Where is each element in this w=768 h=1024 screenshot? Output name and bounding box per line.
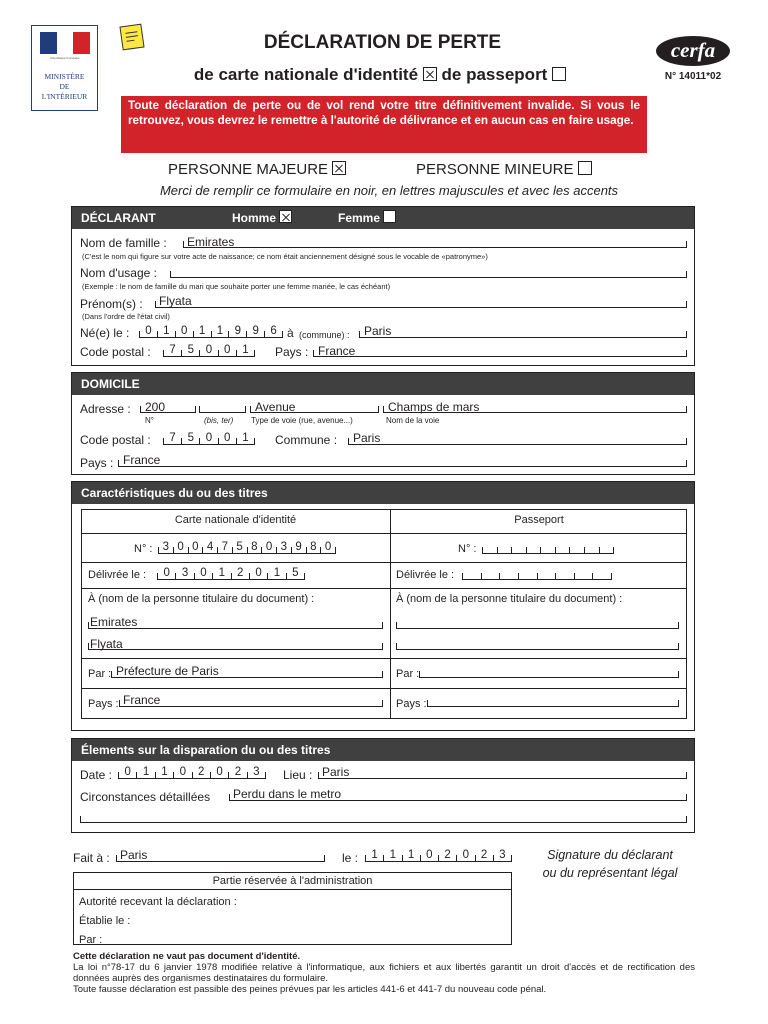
circ-label: Circonstances détaillées: [80, 790, 211, 804]
pays-field[interactable]: [313, 344, 687, 357]
cni-date-field[interactable]: 0 3 0 1 2 0 1 5: [157, 567, 305, 580]
cni-checkbox[interactable]: [423, 67, 437, 81]
hint-type: Type de voie (rue, avenue...): [251, 416, 353, 425]
majeure-checkbox[interactable]: [332, 161, 346, 175]
sig-line2: ou du représentant légal: [542, 866, 678, 880]
cni-par-value: Préfecture de Paris: [116, 664, 219, 678]
nom-value: Emirates: [187, 235, 235, 249]
loss-date-field[interactable]: 0 1 1 0 2 0 2 3: [118, 766, 266, 779]
instructions: Merci de remplir ce formulaire en noir, en lettres majuscules et avec les accents: [159, 183, 619, 198]
declarant-heading: DÉCLARANT Homme Femme: [72, 207, 694, 229]
hint-bis: (bis, ter): [204, 416, 234, 425]
usage-hint: (Exemple : le nom de famille du mari que souhaite porter une femme mariée, le cas échéant): [82, 282, 391, 291]
birth-place-value: Paris: [364, 324, 392, 338]
nom-label: Nom de famille :: [80, 236, 167, 250]
commune-small-label: (commune) :: [299, 330, 350, 340]
footer: [73, 951, 695, 995]
birth-date-field[interactable]: 0 1 0 1 1 9 9 6: [139, 325, 283, 338]
nom-field[interactable]: [183, 235, 687, 248]
fait-label: Fait à :: [73, 851, 110, 865]
footer-line2: La loi n°78-17 du 6 janvier 1978 modifiée relative à l'informatique, aux fichiers et aux libertés garantit un droit d'accès et de rectification des données auprès des organismes destinataires du formulaire.: [73, 962, 695, 984]
admin-box: [73, 872, 512, 945]
admin-autorite: Autorité recevant la déclaration :: [79, 896, 237, 908]
femme-checkbox[interactable]: [383, 210, 396, 223]
ministry-logo: [31, 25, 98, 111]
a-label: à: [287, 326, 294, 340]
pass-num-field[interactable]: [482, 541, 614, 554]
status-majeure: PERSONNE MAJEURE: [168, 161, 346, 178]
dom-pays-value: France: [123, 453, 161, 467]
lieu-value: Paris: [322, 765, 350, 779]
cni-prenom-field[interactable]: [88, 637, 383, 650]
hint-nom: Nom de la voie: [386, 416, 440, 425]
logo-line: République Française: [50, 56, 80, 60]
pass-num-label: N° :: [458, 543, 477, 555]
col-passport: Passeport: [514, 514, 564, 526]
disparition-heading: Élements sur la disparation du ou des titres: [72, 739, 694, 761]
circ-value: Perdu dans le metro: [233, 787, 342, 801]
ministry-name: MINISTÈRE DE L'INTÉRIEUR: [41, 72, 88, 101]
cni-pays-value: France: [123, 693, 161, 707]
voie-nom-value: Champs de mars: [388, 400, 480, 414]
cni-prenom-value: Flyata: [90, 637, 123, 651]
nom-hint: (C'est le nom qui figure sur votre acte de naissance; ce nom était anciennement désigné sous le vocable de «patronyme»): [82, 252, 488, 261]
form-subtitle: de carte nationale d'identité de passeport: [120, 65, 640, 85]
cerfa-number: N° 14011*02: [664, 71, 722, 82]
pays-value: France: [318, 344, 356, 358]
dom-cp-field[interactable]: 7 5 0 0 1: [163, 432, 255, 445]
lieu-field[interactable]: [318, 766, 687, 779]
numero-value: 200: [145, 400, 166, 414]
commune-label: Commune :: [275, 433, 338, 447]
usage-field[interactable]: [170, 265, 687, 278]
dom-pays-field[interactable]: [118, 454, 687, 467]
voie-type-value: Avenue: [255, 400, 296, 414]
col-cni: Carte nationale d'identité: [174, 514, 297, 526]
prenom-field[interactable]: [155, 295, 687, 308]
sig-line1: Signature du déclarant: [547, 848, 673, 862]
notice-icon[interactable]: [119, 24, 144, 51]
admin-etablie: Établie le :: [79, 915, 131, 927]
le-label: le :: [342, 851, 359, 865]
footer-line3: Toute fausse déclaration est passible des peines prévues par les articles 441-6 et 441-7 du nouveau code pénal.: [73, 984, 547, 995]
date-label: Date :: [80, 768, 113, 782]
fait-value: Paris: [120, 848, 148, 862]
admin-heading: Partie réservée à l'administration: [74, 873, 511, 890]
prenom-hint: (Dans l'ordre de l'état civil): [82, 312, 170, 321]
cni-num-field[interactable]: 3 0 0 4 7 5 8 0 3 9 8 0: [158, 541, 336, 554]
cni-delivree-label: Délivrée le :: [88, 569, 147, 581]
pass-pays-label: Pays :: [396, 698, 427, 710]
cni-nom-value: Emirates: [90, 615, 138, 629]
dom-pays-label: Pays :: [80, 456, 114, 470]
birth-place-field[interactable]: [359, 325, 687, 338]
titres-heading: Caractéristiques du ou des titres: [72, 482, 694, 504]
sign-date-field[interactable]: 1 1 1 0 2 0 2 3: [365, 849, 512, 862]
pass-par-label: Par :: [396, 668, 420, 680]
pass-nom-field[interactable]: [396, 616, 679, 629]
pass-par-field[interactable]: [419, 665, 679, 678]
cni-pays-label: Pays :: [88, 698, 119, 710]
prenom-label: Prénom(s) :: [80, 297, 143, 311]
status-mineure: PERSONNE MINEURE: [416, 161, 592, 178]
adresse-label: Adresse :: [80, 402, 131, 416]
cerfa-logo: cerfa: [656, 36, 730, 66]
pass-date-field[interactable]: [462, 567, 612, 580]
circ-field-2[interactable]: [80, 810, 687, 823]
cni-par-label: Par :: [88, 668, 112, 680]
warning-banner: Toute déclaration de perte ou de vol rend votre titre définitivement invalide. Si vous le retrouvez, vous devrez le remettre à l'autorité de délivrance et en aucun cas en faire usage.: [121, 96, 647, 153]
cni-titulaire-label: À (nom de la personne titulaire du document) :: [88, 593, 315, 605]
bis-field[interactable]: [199, 400, 246, 413]
fait-field[interactable]: [116, 849, 325, 862]
hint-num: N°: [145, 416, 154, 425]
passport-checkbox[interactable]: [552, 67, 566, 81]
french-flag-icon: [40, 32, 90, 54]
cp-field[interactable]: 7 5 0 0 1: [163, 344, 255, 357]
ne-label: Né(e) le :: [80, 326, 130, 340]
pass-delivree-label: Délivrée le :: [396, 569, 455, 581]
lieu-label: Lieu :: [283, 768, 313, 782]
cp-label: Code postal :: [80, 345, 151, 359]
admin-par: Par :: [79, 934, 103, 946]
usage-label: Nom d'usage :: [80, 266, 157, 280]
commune-field[interactable]: [348, 432, 687, 445]
domicile-heading: DOMICILE: [72, 373, 694, 395]
homme-checkbox[interactable]: [279, 210, 292, 223]
pays-label: Pays :: [275, 345, 309, 359]
pass-pays-field[interactable]: [427, 694, 679, 707]
form-title: DÉCLARATION DE PERTE: [263, 32, 502, 53]
dom-cp-label: Code postal :: [80, 433, 151, 447]
commune-value: Paris: [353, 431, 381, 445]
mineure-checkbox[interactable]: [578, 161, 592, 175]
cni-num-label: N° :: [134, 543, 153, 555]
footer-line1: Cette déclaration ne vaut pas document d'identité.: [73, 951, 301, 962]
prenom-value: Flyata: [159, 294, 192, 308]
pass-prenom-field[interactable]: [396, 637, 679, 650]
pass-titulaire-label: À (nom de la personne titulaire du document) :: [396, 593, 623, 605]
